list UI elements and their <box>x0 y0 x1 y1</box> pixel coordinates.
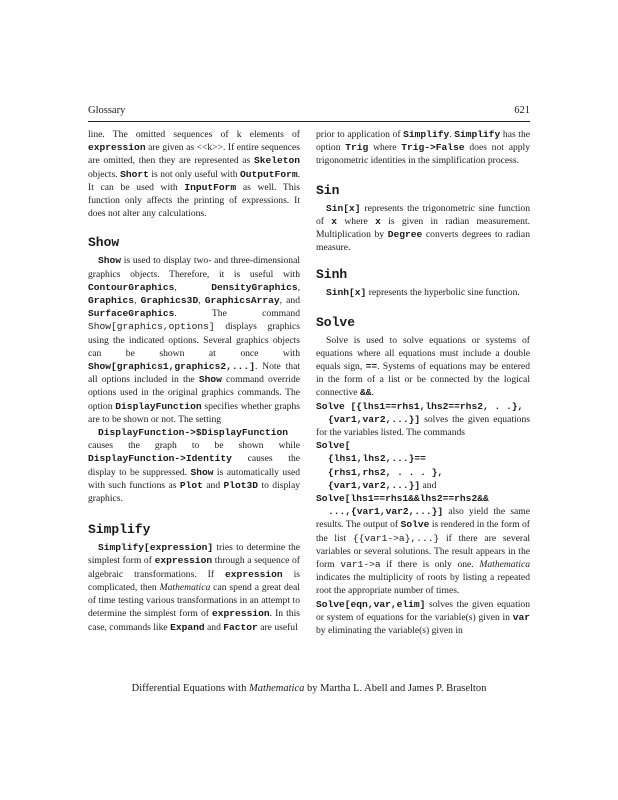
text: also yield the same results. The output of <box>316 506 530 531</box>
code: Solve <box>400 519 430 531</box>
text: . The command <box>174 308 300 320</box>
code: DisplayFunction->$DisplayFunction <box>98 427 288 439</box>
code: Short <box>120 168 149 180</box>
heading-solve: Solve <box>316 314 356 330</box>
text: and <box>420 479 437 491</box>
code: == <box>365 361 378 373</box>
code: Solve[ <box>316 440 351 452</box>
header-title: Glossary <box>88 105 126 116</box>
text-italic: Mathematica <box>479 559 530 571</box>
code: {var1,var2,...}] <box>328 479 421 491</box>
text: is automatically used with such functions as <box>88 466 300 491</box>
code: Solve[lhs1==rhs1&&lhs2==rhs2&& <box>316 493 489 505</box>
text: , <box>134 295 141 307</box>
text: to display graphics. <box>88 479 300 505</box>
text: does not apply trigonometric identities in the simplification process. <box>316 142 531 167</box>
text: is not only useful with <box>148 168 241 180</box>
text: displays graphics using the indicated options. Several graphics objects can be shown at once with <box>88 321 300 359</box>
code: Sin[x] <box>326 202 361 214</box>
text: . <box>371 387 374 399</box>
sinh-paragraph <box>316 286 530 299</box>
code: Show[graphics1,graphics2,...] <box>88 361 255 373</box>
code: && <box>359 387 372 399</box>
text: . In this case, commands like <box>88 608 300 633</box>
text: by eliminating the variable(s) given in <box>316 625 463 637</box>
short-continuation-paragraph <box>88 128 300 220</box>
text: through a sequence of algebraic transformations. If <box>88 555 300 580</box>
code: {rhs1,rhs2, . . . }, <box>328 466 444 478</box>
text: where <box>337 215 376 227</box>
text: prior to application of <box>316 129 404 140</box>
sin-paragraph <box>316 202 530 255</box>
text: tries to determine the simplest form of <box>88 542 300 567</box>
solve-elim-paragraph <box>316 598 530 638</box>
text: line. The omitted sequences of k elements of <box>88 129 300 140</box>
solve-forms-paragraph <box>316 400 530 598</box>
code: DisplayFunction->Identity <box>88 453 232 465</box>
text: and <box>204 621 224 633</box>
simplify-paragraph <box>88 541 300 633</box>
code: Plot <box>179 479 203 491</box>
footer-text: by Martha L. Abell and James P. Braselton <box>304 683 487 694</box>
code: Trig <box>345 142 369 154</box>
code: Graphics <box>88 295 135 307</box>
code: Graphics3D <box>140 295 199 307</box>
text: has the option <box>316 129 531 154</box>
text: as well. This function only affects the printing of expressions. It does not alter any calculations. <box>88 181 300 220</box>
code: DisplayFunction <box>115 400 202 412</box>
text: are useful <box>257 621 298 633</box>
footer-italic: Mathematica <box>248 683 305 694</box>
text: is rendered in the form of the list <box>316 519 530 544</box>
code: Solve[eqn,var,elim] <box>316 598 426 610</box>
left-column <box>88 128 300 634</box>
code: Show[graphics,options] <box>88 321 215 333</box>
code: DensityGraphics <box>211 281 298 293</box>
text: can spend a great deal of time testing various transformations in an attempt to determine the simplest form of <box>88 581 300 620</box>
code: Degree <box>387 229 423 241</box>
text: where <box>368 142 402 154</box>
code: Expand <box>170 621 205 633</box>
code: Simplify <box>403 129 450 140</box>
code: OutputForm <box>240 168 298 180</box>
code: {var1,var2,...}] <box>328 413 421 425</box>
text: and <box>202 479 224 491</box>
code: Trig->False <box>401 142 465 154</box>
code: expression <box>154 555 213 567</box>
code: var <box>512 611 530 623</box>
code: expression <box>212 608 270 620</box>
code: ...,{var1,var2,...}] <box>328 506 444 518</box>
code: var1->a <box>340 559 381 571</box>
text: , and <box>279 295 301 307</box>
code: expression <box>225 568 283 580</box>
code: Skeleton <box>253 155 300 167</box>
text: converts degrees to radian measure. <box>316 229 530 254</box>
code: Simplify[expression] <box>98 542 214 554</box>
text: solves the given equation or system of equations for the variable(s) given in <box>316 598 530 623</box>
text: . It can be used with <box>88 168 300 193</box>
heading-sinh: Sinh <box>316 267 348 283</box>
code: expression <box>88 142 146 154</box>
text: , <box>174 281 212 293</box>
code: {{var1->a},...} <box>352 532 440 544</box>
text: represents the hyperbolic sine function. <box>366 287 520 299</box>
code: GraphicsArray <box>204 295 280 307</box>
text: is used to display two- and three-dimensional graphics objects. Therefore, it is useful with <box>88 255 300 280</box>
page-number: 621 <box>514 105 530 116</box>
text-italic: Mathematica <box>159 581 211 593</box>
text: objects. <box>88 168 121 180</box>
heading-sin: Sin <box>316 182 340 198</box>
running-header <box>88 105 530 122</box>
code: InputForm <box>184 181 237 193</box>
right-column <box>316 128 530 637</box>
simplify-continuation-paragraph <box>316 128 530 168</box>
code: x <box>375 215 381 227</box>
code: {lhs1,lhs2,...}== <box>328 453 426 465</box>
text: command override options used in the original graphics commands. The option <box>88 374 300 412</box>
text: indicates the multiplicity of roots by listing a repeated root the appropriate number of times. <box>316 572 530 597</box>
solve-paragraph <box>316 334 530 400</box>
heading-show: Show <box>88 235 120 251</box>
text: is given in radian measurement. Multiplication by <box>316 215 531 241</box>
text: represents the trigonometric sine function of <box>316 202 530 227</box>
text: , <box>297 281 300 293</box>
code: Solve [{lhs1==rhs1,lhs2==rhs2, . .}, <box>316 400 524 412</box>
text: solves the given equations for the variables listed. The commands <box>316 413 530 439</box>
heading-simplify: Simplify <box>88 522 151 538</box>
code: Show <box>98 255 122 267</box>
text: Solve is used to solve equations or systems of equations where all equations must include a double equals sign, <box>316 334 530 373</box>
text: , <box>198 295 205 307</box>
text: . <box>449 129 455 140</box>
text: causes the display to be suppressed. <box>88 453 300 478</box>
code: Factor <box>223 621 258 633</box>
page-footer <box>0 683 618 694</box>
code: SurfaceGraphics <box>88 308 175 320</box>
show-paragraph <box>88 254 300 505</box>
text: if there are several variables or several solutions. The result appears in the form <box>316 532 530 571</box>
code: Sinh[x] <box>326 287 367 299</box>
code: Plot3D <box>223 479 259 491</box>
text: causes the graph to be shown while <box>88 440 300 452</box>
footer-text: Differential Equations with <box>131 683 249 694</box>
text: . Systems of equations may be entered in the form of a list or be connected by the logical connective <box>316 361 530 399</box>
text: if there is only one. <box>380 559 480 571</box>
code: Show <box>198 374 222 386</box>
text: specifies whether graphs are to be shown or not. The setting <box>88 400 300 425</box>
text: . Note that all options included in the <box>88 361 300 386</box>
code: ContourGraphics <box>88 281 175 293</box>
code: Simplify <box>454 129 501 140</box>
text: is complicated, then <box>88 568 300 593</box>
text: are given as <<k>>. If entire sequences are omitted, then they are represented as <box>88 142 300 167</box>
code: Show <box>190 466 214 478</box>
code: x <box>331 215 338 227</box>
